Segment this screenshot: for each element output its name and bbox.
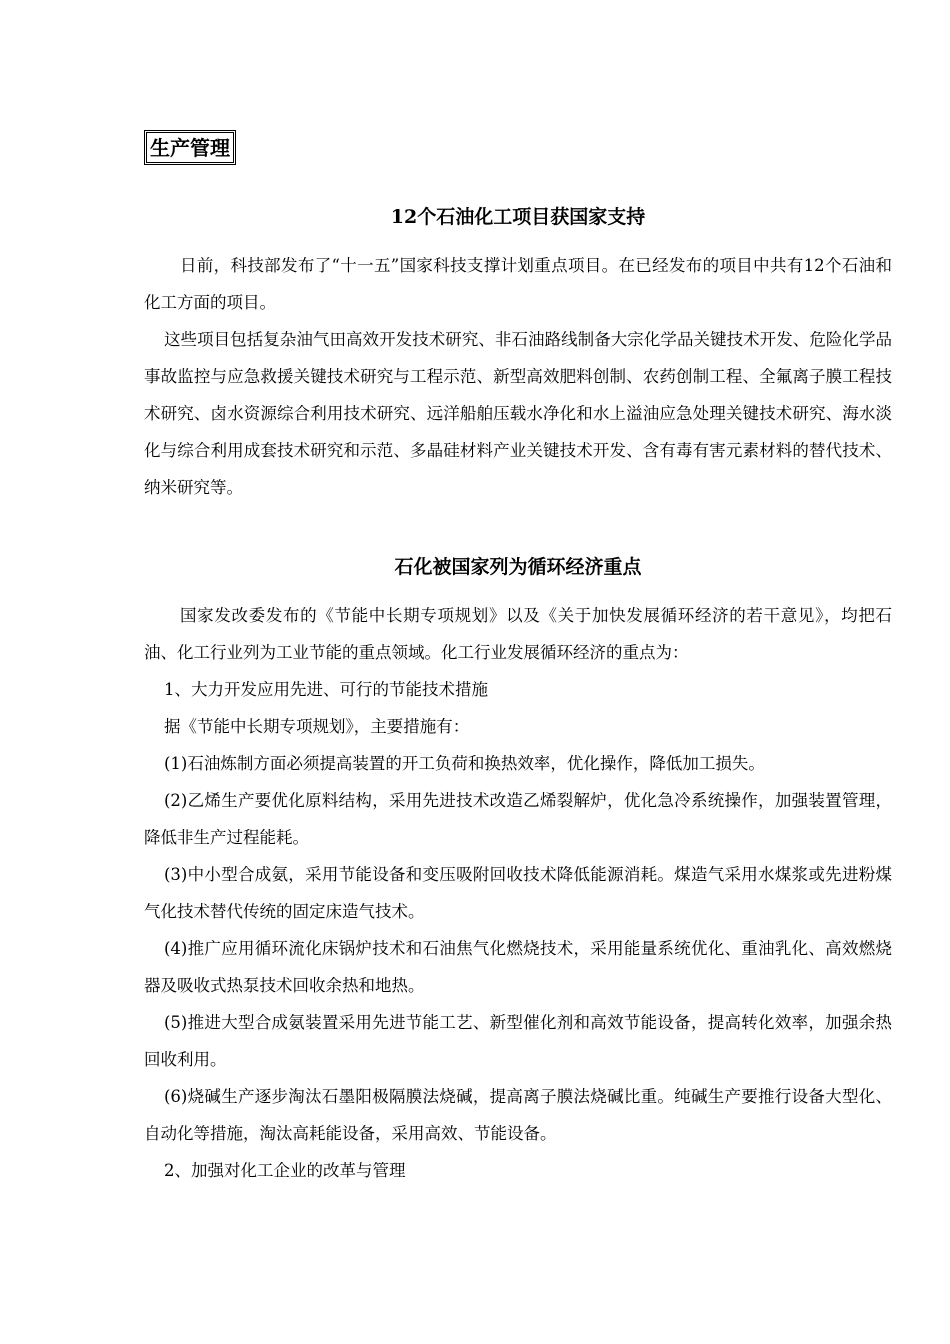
measure-item: (4)推广应用循环流化床锅炉技术和石油焦气化燃烧技术，采用能量系统优化、重油乳化、高效燃烧器及吸收式热泵技术回收余热和地热。 — [144, 939, 892, 995]
article-2-point-2: 2、加强对化工企业的改革与管理 — [164, 1161, 406, 1180]
document-page — [144, 130, 892, 1189]
article-2-intro: 国家发改委发布的《节能中长期专项规划》以及《关于加快发展循环经济的若干意见》，均把石油、化工行业列为工业节能的重点领域。化工行业发展循环经济的重点为： — [144, 606, 892, 662]
article-2-measures-intro: 据《节能中长期专项规划》，主要措施有： — [164, 717, 470, 736]
measure-item: (1)石油炼制方面必须提高装置的开工负荷和换热效率，优化操作，降低加工损失。 — [164, 754, 765, 773]
article-1-paragraph: 这些项目包括复杂油气田高效开发技术研究、非石油路线制备大宗化学品关键技术开发、危险化学品事故监控与应急救援关键技术研究与工程示范、新型高效肥料创制、农药创制工程、全氟离子膜工程技术研究、卤水资源综合利用技术研究、远洋船舶压载水净化和水上溢油应急处理关键技术研究、海水淡化与综合利用成套技术研究和示范、多晶硅材料产业关键技术开发、含有毒有害元素材料的替代技术、纳米研究等。 — [144, 330, 892, 497]
measure-item: (2)乙烯生产要优化原料结构，采用先进技术改造乙烯裂解炉，优化急冷系统操作，加强装置管理，降低非生产过程能耗。 — [144, 791, 892, 847]
measure-item: (6)烧碱生产逐步淘汰石墨阳极隔膜法烧碱，提高离子膜法烧碱比重。纯碱生产要推行设备大型化、自动化等措施，淘汰高耗能设备，采用高效、节能设备。 — [144, 1087, 892, 1143]
measure-item: (5)推进大型合成氨装置采用先进节能工艺、新型催化剂和高效节能设备，提高转化效率，加强余热回收利用。 — [144, 1013, 892, 1069]
article-2-point-1: 1、大力开发应用先进、可行的节能技术措施 — [164, 680, 488, 699]
article-1-paragraph: 日前，科技部发布了“十一五”国家科技支撑计划重点项目。在已经发布的项目中共有12个石油和化工方面的项目。 — [144, 256, 892, 312]
measure-item: (3)中小型合成氨，采用节能设备和变压吸附回收技术降低能源消耗。煤造气采用水煤浆或先进粉煤气化技术替代传统的固定床造气技术。 — [144, 865, 892, 921]
article-2-title: 石化被国家列为循环经济重点 — [394, 556, 642, 578]
article-1-title: 12个石油化工项目获国家支持 — [390, 206, 646, 228]
section-tag: 生产管理 — [144, 130, 236, 165]
